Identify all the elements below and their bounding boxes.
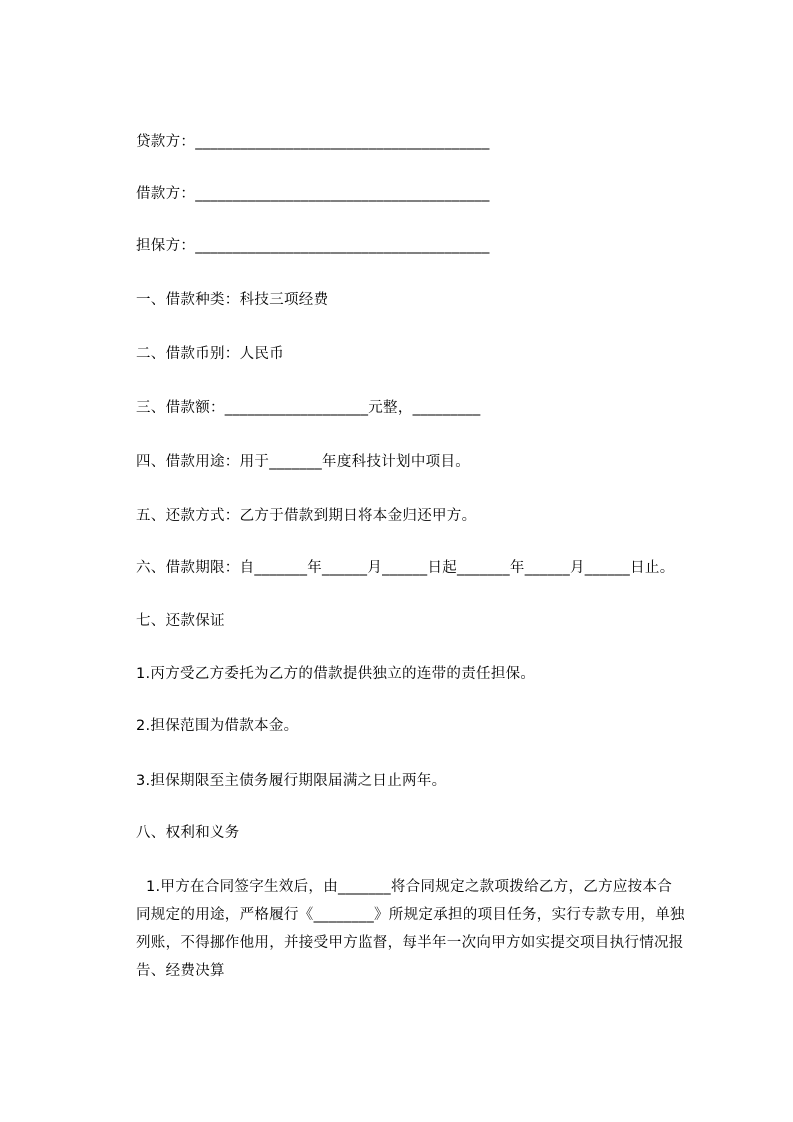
clause-guarantee-2: 2.担保范围为借款本金。 (136, 718, 299, 734)
clause-rights-1-line: 同规定的用途，严格履行《________》所规定承担的项目任务，实行专款专用，单独 (136, 907, 685, 923)
clause-rights-1-line: 1.甲方在合同签字生效后，由_______将合同规定之款项拨给乙方，乙方应按本合 (146, 879, 673, 895)
clause-rights-1 (136, 873, 716, 985)
guarantor-line: 担保方：_______________________________________ (136, 238, 490, 254)
clause-rights-heading: 八、权利和义务 (136, 825, 240, 841)
clause-guarantee-3: 3.担保期限至主债务履行期限届满之日止两年。 (136, 773, 447, 789)
clause-term: 六、借款期限：自_______年______月______日起_______年______月______日止。 (136, 560, 675, 576)
clause-repayment: 五、还款方式：乙方于借款到期日将本金归还甲方。 (136, 508, 477, 524)
borrower-line: 借款方：_______________________________________ (136, 186, 490, 202)
clause-amount: 三、借款额：___________________元整，_________ (136, 400, 481, 416)
clause-rights-1-line: 告、经费决算 (136, 963, 225, 979)
clause-guarantee-1: 1.丙方受乙方委托为乙方的借款提供独立的连带的责任担保。 (136, 666, 536, 682)
clause-loan-type: 一、借款种类：科技三项经费 (136, 292, 329, 308)
clause-currency: 二、借款币别：人民币 (136, 346, 284, 362)
clause-purpose: 四、借款用途：用于_______年度科技计划中项目。 (136, 454, 471, 470)
clause-rights-1-line: 列账，不得挪作他用，并接受甲方监督，每半年一次向甲方如实提交项目执行情况报 (136, 935, 684, 951)
lender-line: 贷款方：_______________________________________ (136, 134, 490, 150)
clause-guarantee-heading: 七、还款保证 (136, 613, 225, 629)
